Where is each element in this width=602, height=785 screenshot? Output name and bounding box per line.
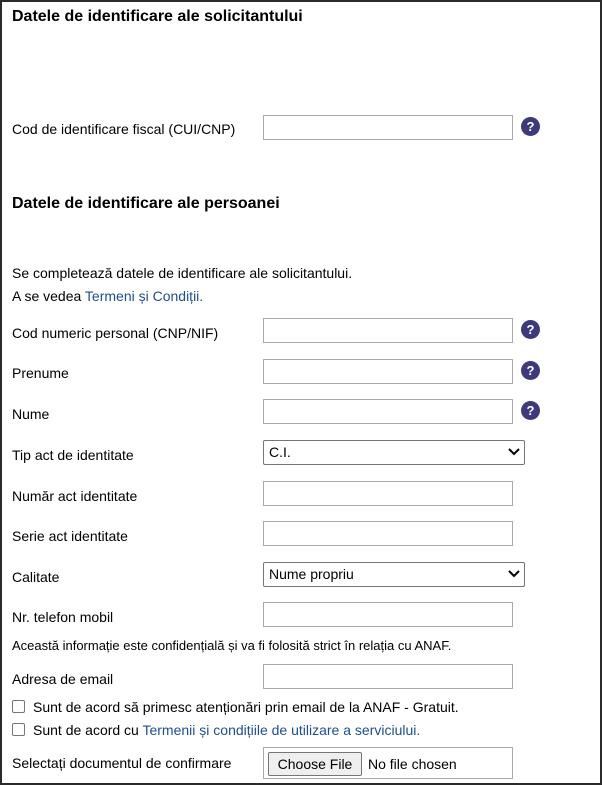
fiscal-code-input[interactable]: [263, 115, 513, 140]
id-type-label: Tip act de identitate: [12, 447, 134, 463]
section-title-person: Datele de identificare ale persoanei: [12, 195, 280, 212]
help-icon-last-name[interactable]: ?: [521, 401, 540, 420]
help-icon-first-name[interactable]: ?: [521, 361, 540, 380]
id-series-input[interactable]: [263, 521, 513, 546]
chevron-down-icon: [508, 570, 520, 578]
consent-terms-prefix: Sunt de acord cu: [33, 722, 143, 738]
document-label: Selectați documentul de confirmare: [12, 755, 232, 771]
capacity-label: Calitate: [12, 569, 60, 585]
phone-label: Nr. telefon mobil: [12, 609, 114, 625]
terms-conditions-link[interactable]: Termenii și condițiile de utilizare a serviciului.: [142, 722, 421, 738]
consent-email-checkbox[interactable]: [12, 700, 25, 713]
chevron-down-icon: [508, 448, 520, 456]
id-number-label: Număr act identitate: [12, 488, 138, 504]
intro-terms-line: [12, 287, 203, 305]
cnp-label: Cod numeric personal (CNP/NIF): [12, 325, 219, 341]
intro-terms-prefix: A se vedea: [12, 288, 85, 304]
cnp-input[interactable]: [263, 318, 513, 343]
file-status: No file chosen: [368, 756, 457, 772]
capacity-select[interactable]: [263, 562, 525, 587]
section-title-applicant: Datele de identificare ale solicitantului: [12, 8, 303, 25]
consent-terms-checkbox[interactable]: [12, 723, 25, 736]
consent-email-label: Sunt de acord să primesc atenționări prin email de la ANAF - Gratuit.: [33, 699, 459, 715]
id-type-selected-value: C.I.: [269, 444, 291, 460]
email-input[interactable]: [263, 664, 513, 689]
consent-terms-label: [33, 721, 420, 739]
choose-file-button[interactable]: Choose File: [268, 752, 362, 776]
fiscal-code-label: Cod de identificare fiscal (CUI/CNP): [12, 121, 236, 137]
last-name-label: Nume: [12, 406, 50, 422]
email-label: Adresa de email: [12, 671, 114, 687]
help-icon-cnp[interactable]: ?: [521, 320, 540, 339]
id-type-select[interactable]: [263, 440, 525, 465]
first-name-label: Prenume: [12, 365, 69, 381]
phone-input[interactable]: [263, 602, 513, 627]
capacity-selected-value: Nume propriu: [269, 566, 354, 582]
terms-link[interactable]: Termeni și Condiții: [84, 288, 200, 304]
id-number-input[interactable]: [263, 481, 513, 506]
intro-text: Se completează datele de identificare ale solicitantului.: [12, 265, 353, 281]
intro-terms-suffix: .: [199, 288, 204, 304]
document-file-input[interactable]: [263, 747, 513, 779]
first-name-input[interactable]: [263, 359, 513, 384]
help-icon-fiscal-code[interactable]: ?: [521, 117, 540, 136]
last-name-input[interactable]: [263, 399, 513, 424]
id-series-label: Serie act identitate: [12, 528, 128, 544]
phone-confidentiality-note: Această informație este confidențială și va fi folosită strict în relația cu ANAF.: [12, 638, 452, 653]
